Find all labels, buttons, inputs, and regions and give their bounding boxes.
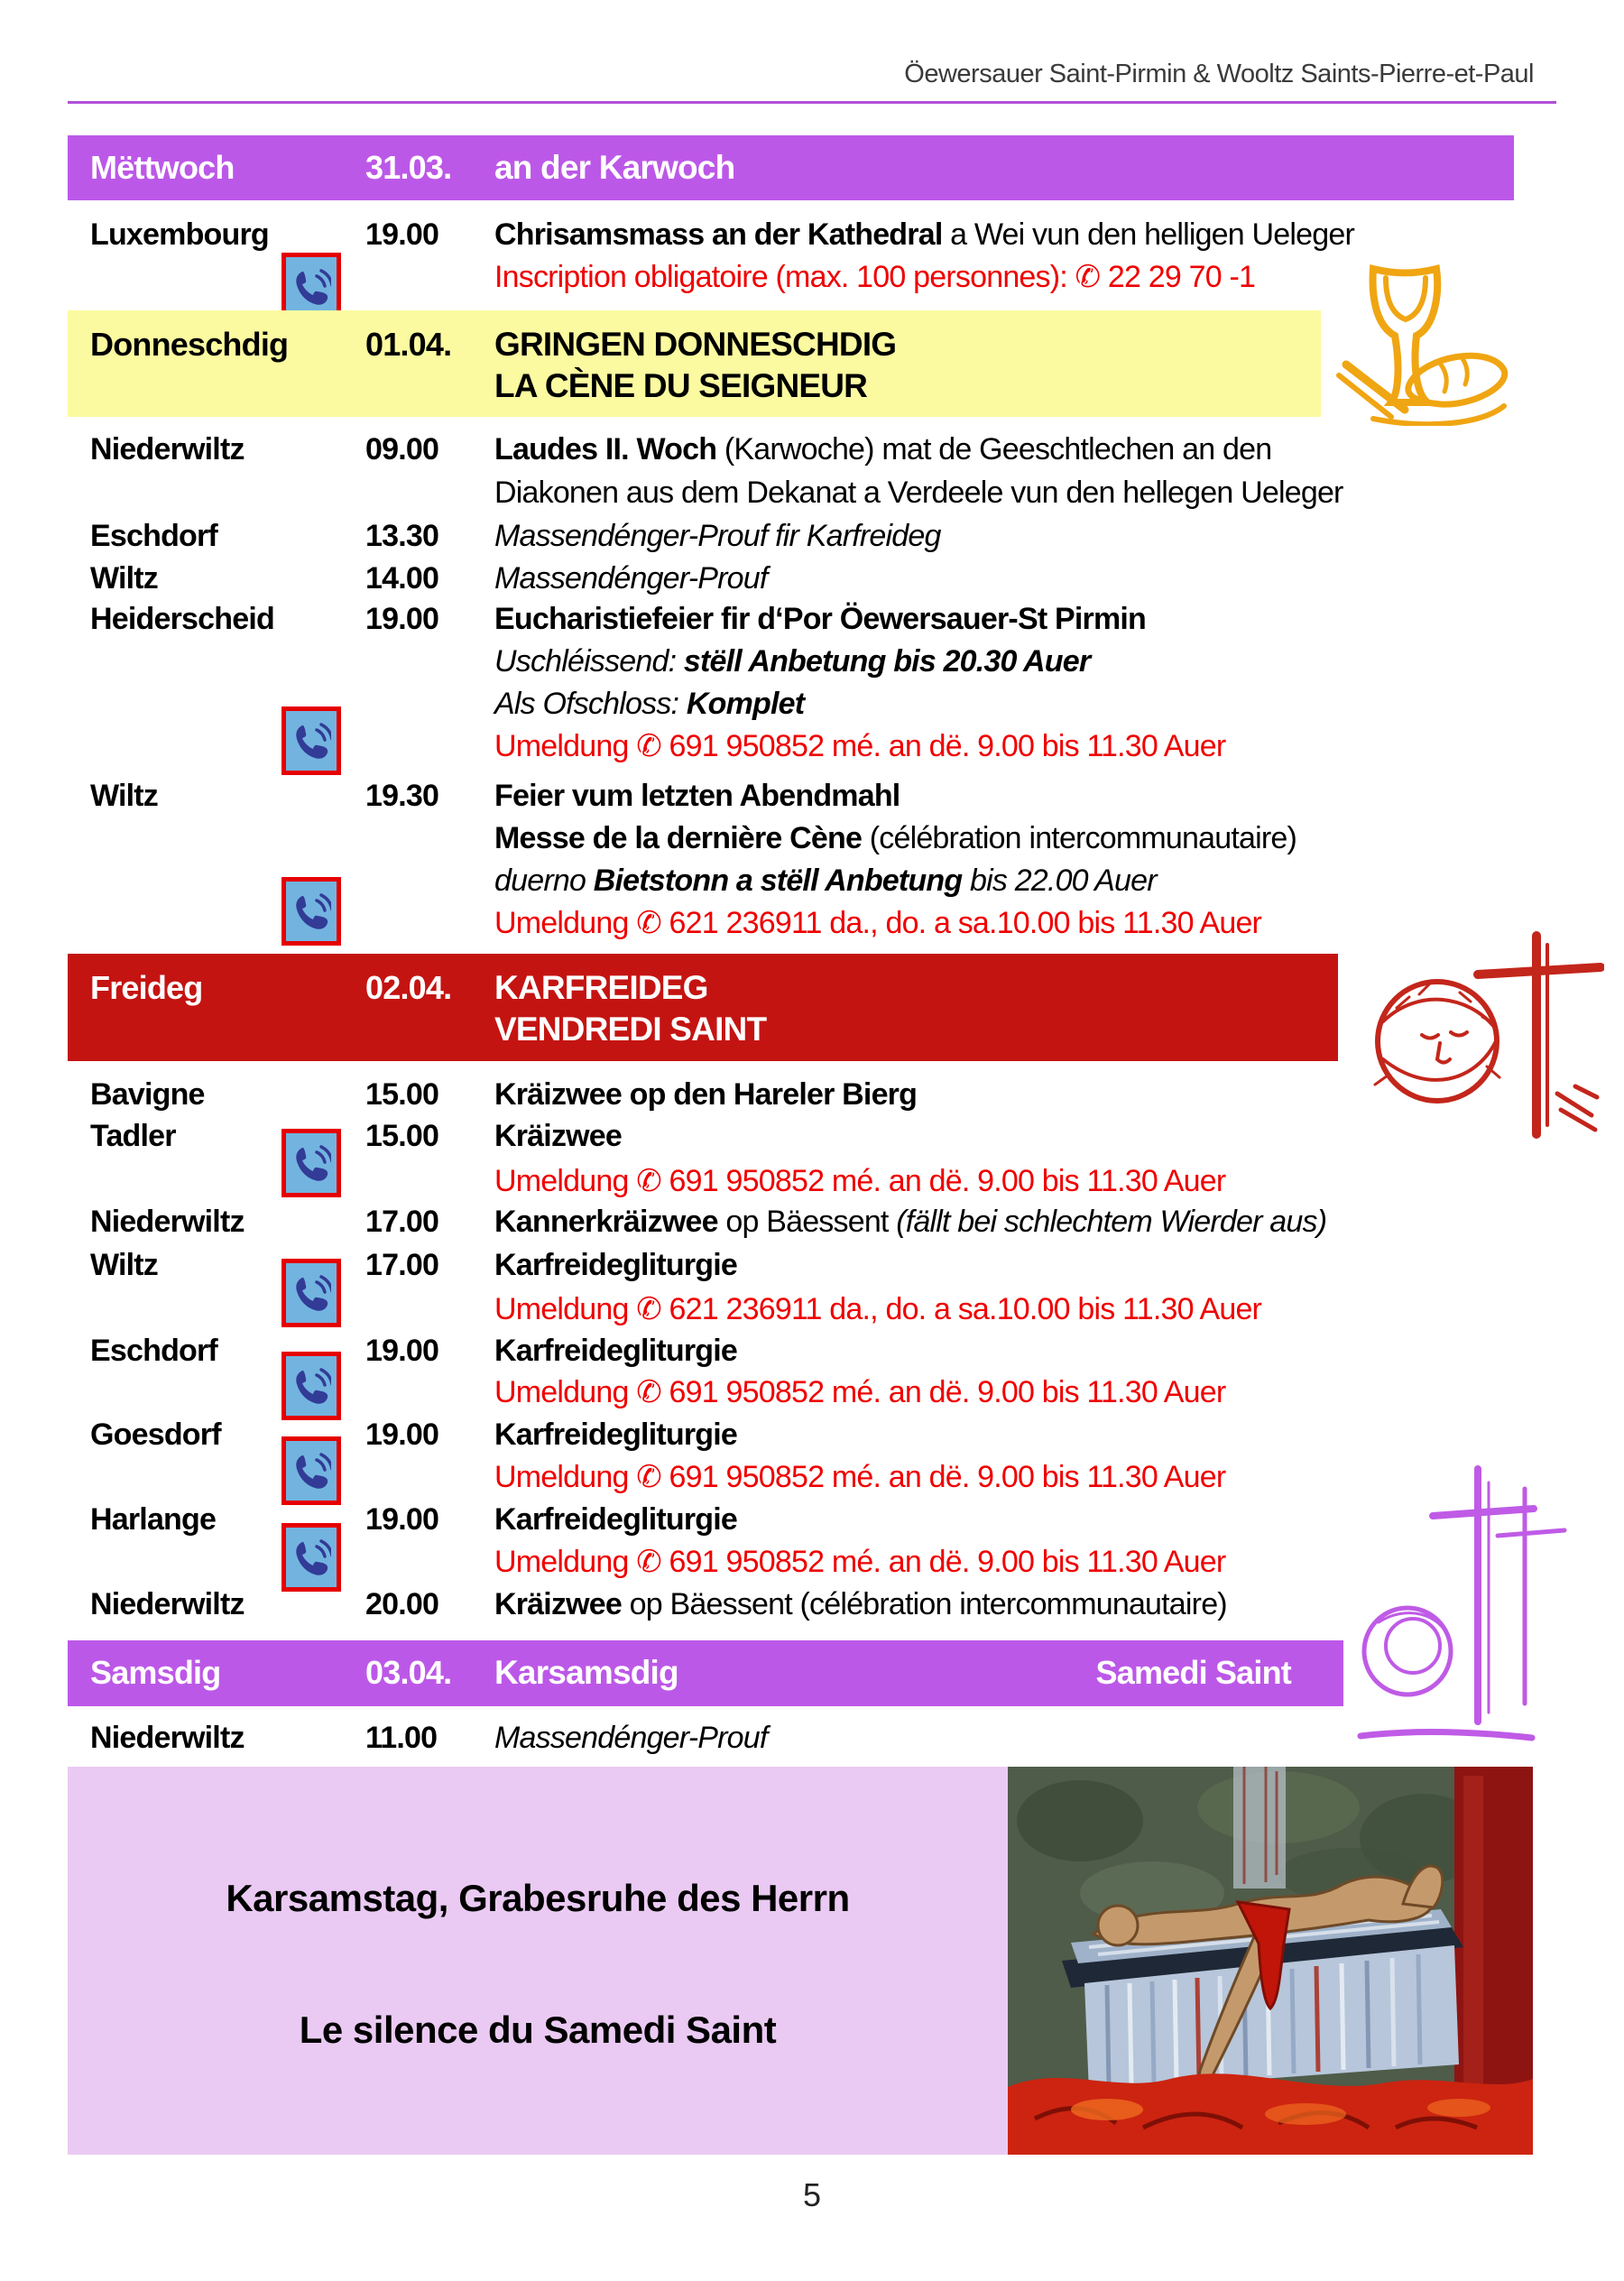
entry-location: Eschdorf	[90, 1334, 217, 1368]
phone-icon	[281, 1436, 341, 1505]
entry-description: Karfreidegliturgie	[494, 1334, 737, 1368]
registration-note: Umeldung ✆ 691 950852 mé. an dë. 9.00 bis 11.30 Auer	[494, 1460, 1226, 1494]
entry-description: Massendénger-Prouf	[494, 561, 768, 596]
entry-time: 19.00	[365, 1502, 439, 1537]
phone-handset-glyph	[291, 721, 331, 761]
weather-note: (fällt bei schlechtem Wierder aus)	[896, 1205, 1327, 1239]
phone-icon	[281, 877, 341, 946]
friday-banner	[68, 954, 1338, 1061]
entry-description: Massendénger-Prouf	[494, 1721, 768, 1755]
banner-day: Freideg	[90, 969, 203, 1006]
entry-time: 15.00	[365, 1077, 439, 1112]
cross-with-crown-of-thorns-illustration	[1333, 931, 1604, 1139]
entry-description: Feier vum letzten Abendmahl	[494, 779, 900, 813]
phone-icon	[281, 1259, 341, 1327]
phone-handset-glyph	[291, 1143, 331, 1183]
entry-location: Niederwiltz	[90, 432, 245, 466]
entry-time: 09.00	[365, 432, 439, 466]
registration-note: Umeldung ✆ 691 950852 mé. an dë. 9.00 bis 11.30 Auer	[494, 729, 1226, 763]
entry-description: Karfreidegliturgie	[494, 1502, 737, 1537]
thursday-banner	[68, 310, 1321, 417]
entry-location: Wiltz	[90, 779, 159, 813]
service-title: Kräizwee	[494, 1587, 623, 1621]
phone-handset-glyph	[291, 1366, 331, 1406]
phone-handset-glyph	[291, 267, 331, 307]
holy-saturday-box	[68, 1767, 1533, 2155]
entry-location: Eschdorf	[90, 519, 217, 553]
registration-note: Umeldung ✆ 691 950852 mé. an dë. 9.00 bis 11.30 Auer	[494, 1545, 1226, 1579]
registration-note: Umeldung ✆ 691 950852 mé. an dë. 9.00 bis 11.30 Auer	[494, 1375, 1226, 1409]
banner-title-line2: VENDREDI SAINT	[494, 1011, 767, 1048]
entry-time: 19.00	[365, 1418, 439, 1452]
entry-location: Tadler	[90, 1119, 176, 1153]
entry-description-line2	[494, 820, 1296, 856]
banner-title-right: Samedi Saint	[1095, 1654, 1291, 1691]
entombment-of-christ-painting	[1008, 1767, 1533, 2155]
banner-day: Mëttwoch	[90, 149, 235, 186]
entry-description: Karfreidegliturgie	[494, 1418, 737, 1452]
entry-description: Massendénger-Prouf fir Karfreideg	[494, 519, 941, 553]
saturday-banner	[68, 1640, 1343, 1706]
detail-label: duerno	[494, 863, 594, 898]
entry-time: 14.00	[365, 561, 439, 596]
entry-location: Wiltz	[90, 1248, 159, 1282]
entry-location: Wiltz	[90, 561, 159, 596]
holy-saturday-text-fr: Le silence du Samedi Saint	[299, 2009, 777, 2051]
phone-icon	[281, 1129, 341, 1197]
entry-time: 20.00	[365, 1587, 439, 1621]
entry-location: Bavigne	[90, 1077, 205, 1112]
banner-date: 31.03.	[365, 149, 452, 186]
service-detail: a Wei vun den helligen Ueleger	[942, 217, 1355, 252]
entry-time: 17.00	[365, 1205, 439, 1239]
parish-header-title: Öewersauer Saint-Pirmin & Wooltz Saints-Pierre-et-Paul	[904, 60, 1534, 88]
service-title: Chrisamsmass an der Kathedral	[494, 217, 943, 252]
entry-location: Harlange	[90, 1502, 217, 1537]
entry-time: 19.00	[365, 1334, 439, 1368]
entry-location: Niederwiltz	[90, 1205, 245, 1239]
entry-time: 19.00	[365, 217, 439, 252]
banner-day: Samsdig	[90, 1654, 221, 1691]
banner-date: 03.04.	[365, 1654, 452, 1691]
entry-description-line3	[494, 686, 804, 722]
entry-location: Niederwiltz	[90, 1587, 245, 1621]
crosses-with-spiral-illustration	[1343, 1460, 1577, 1758]
phone-icon	[281, 1352, 341, 1420]
entry-description	[494, 431, 1271, 467]
entry-time: 19.30	[365, 779, 439, 813]
banner-title-line1: KARFREIDEG	[494, 969, 708, 1006]
entry-time: 19.00	[365, 602, 439, 636]
holy-saturday-text-de: Karsamstag, Grabesruhe des Herrn	[226, 1877, 850, 1919]
entry-description-line2	[494, 643, 1090, 679]
entry-time: 13.30	[365, 519, 439, 553]
detail-suffix: bis 22.00 Auer	[962, 863, 1157, 898]
entry-description: Eucharistiefeier fir d‘Por Öewersauer-St Pirmin	[494, 602, 1146, 636]
service-detail: (célébration intercommunautaire)	[862, 821, 1297, 855]
entry-time: 11.00	[365, 1721, 438, 1755]
entry-description-line2: Diakonen aus dem Dekanat a Verdeele vun den hellegen Ueleger	[494, 476, 1343, 510]
entry-description-line3	[494, 863, 1157, 899]
service-detail: op Bäessent	[717, 1205, 897, 1239]
phone-icon	[281, 706, 341, 775]
detail-value: Komplet	[686, 687, 805, 721]
phone-handset-glyph	[291, 1451, 331, 1491]
entry-description	[494, 217, 1354, 253]
banner-date: 02.04.	[365, 969, 452, 1006]
header-rule	[68, 101, 1556, 104]
detail-label: Uschléissend:	[494, 644, 684, 679]
entry-description: Kräizwee	[494, 1119, 623, 1153]
service-detail: (Karwoche) mat de Geeschtlechen an den	[716, 432, 1272, 466]
service-title: Kannerkräizwee	[494, 1205, 718, 1239]
entry-description	[494, 1204, 1326, 1240]
banner-title-line2: LA CÈNE DU SEIGNEUR	[494, 367, 868, 404]
registration-note: Umeldung ✆ 621 236911 da., do. a sa.10.00 bis 11.30 Auer	[494, 1292, 1262, 1326]
entry-description: Kräizwee op den Hareler Bierg	[494, 1077, 918, 1112]
detail-label: Als Ofschloss:	[494, 687, 687, 721]
detail-value: Bietstonn a stëll Anbetung	[593, 863, 963, 898]
service-title-fr: Messe de la dernière Cène	[494, 821, 863, 855]
chalice-and-bread-illustration	[1319, 258, 1509, 426]
page-number: 5	[802, 2176, 822, 2213]
phone-handset-glyph	[291, 891, 331, 931]
detail-value: stëll Anbetung bis 20.30 Auer	[683, 644, 1091, 679]
entry-time: 15.00	[365, 1119, 439, 1153]
phone-handset-glyph	[291, 1273, 331, 1313]
entry-time: 17.00	[365, 1248, 439, 1282]
entry-location: Heiderscheid	[90, 602, 274, 636]
registration-note: Umeldung ✆ 691 950852 mé. an dë. 9.00 bis 11.30 Auer	[494, 1164, 1226, 1198]
banner-title-line1: GRINGEN DONNESCHDIG	[494, 326, 897, 363]
banner-title: an der Karwoch	[494, 149, 735, 186]
banner-title: Karsamsdig	[494, 1654, 678, 1691]
entry-location: Goesdorf	[90, 1418, 221, 1452]
phone-icon	[281, 1523, 341, 1592]
service-detail: op Bäessent (célébration intercommunautaire)	[622, 1587, 1227, 1621]
service-title: Laudes II. Woch	[494, 432, 717, 466]
banner-date: 01.04.	[365, 326, 452, 363]
entry-location: Luxembourg	[90, 217, 269, 252]
entry-description	[494, 1586, 1227, 1622]
wednesday-banner	[68, 135, 1514, 200]
banner-day: Donneschdig	[90, 326, 289, 363]
phone-handset-glyph	[291, 1538, 331, 1577]
registration-note: Umeldung ✆ 621 236911 da., do. a sa.10.00 bis 11.30 Auer	[494, 906, 1262, 940]
registration-note: Inscription obligatoire (max. 100 personnes): ✆ 22 29 70 -1	[494, 260, 1256, 294]
entry-location: Niederwiltz	[90, 1721, 245, 1755]
entry-description: Karfreidegliturgie	[494, 1248, 737, 1282]
